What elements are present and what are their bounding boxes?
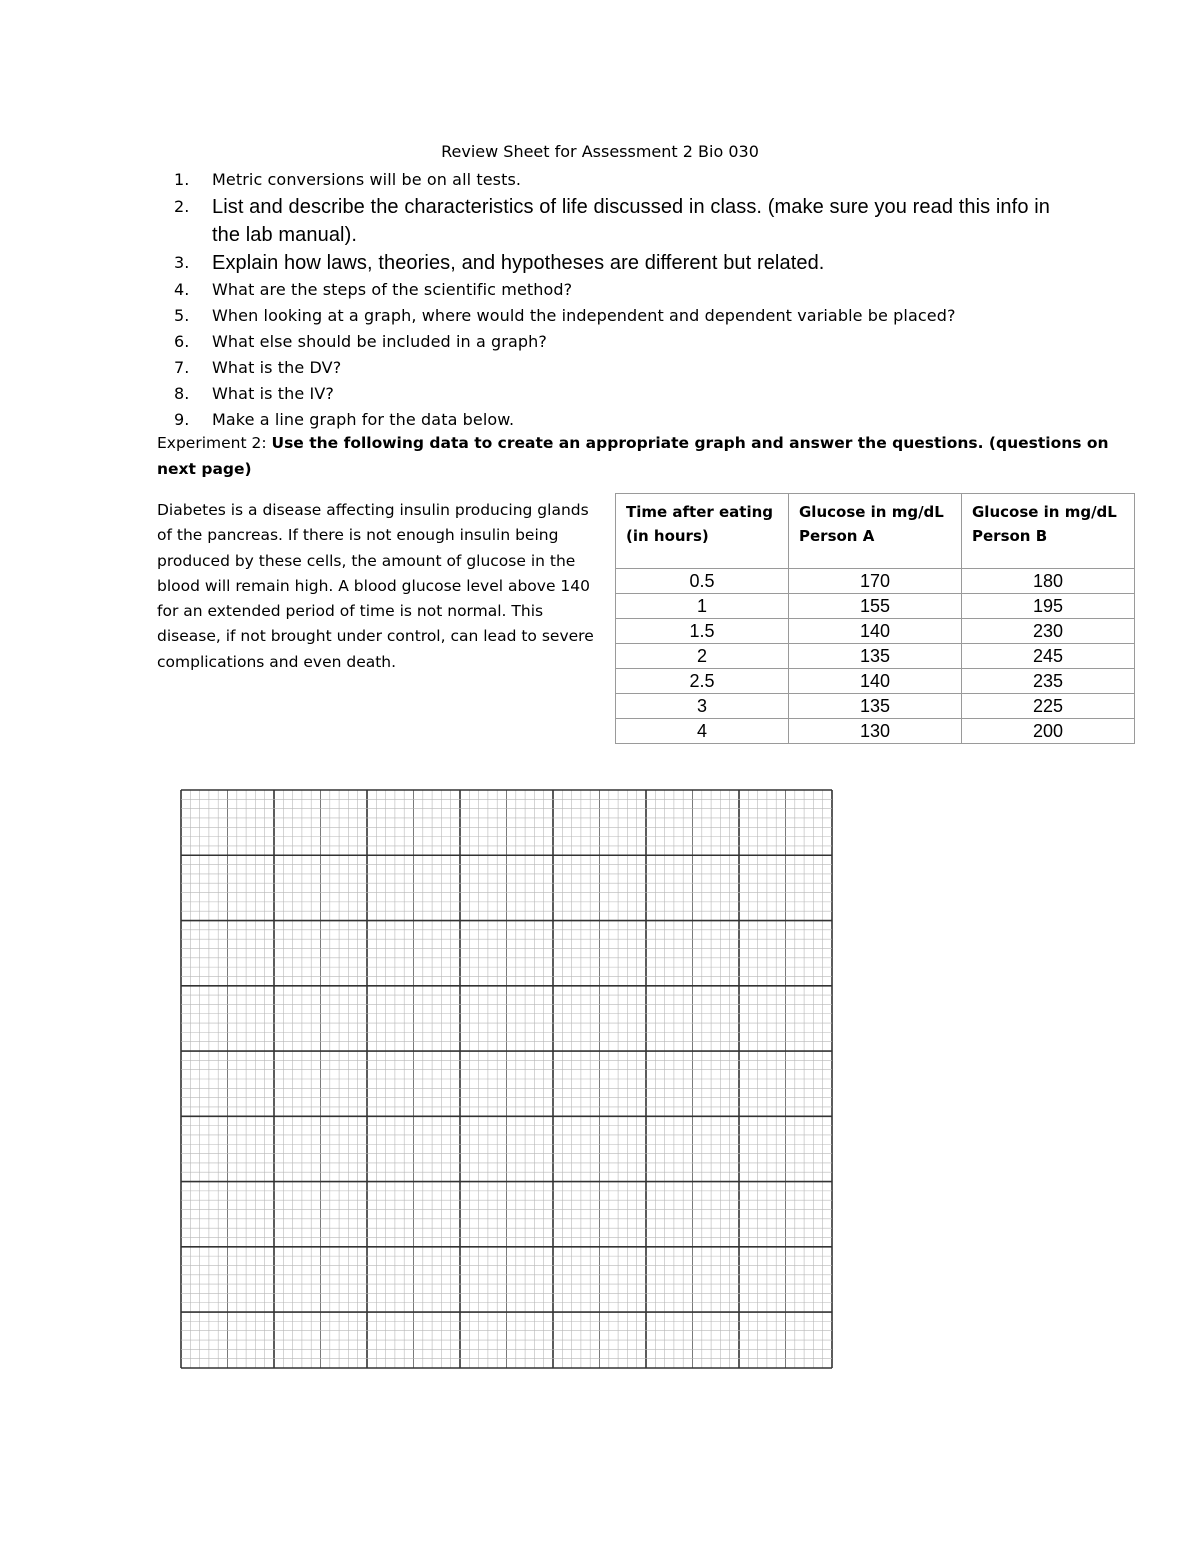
table-cell: 235 (962, 669, 1135, 694)
intro-paragraph: Diabetes is a disease affecting insulin producing glands of the pancreas. If there is not enough insulin being produced by these cells, the amount of glucose in the blood will remain high. A blood glucose level above 140 for an extended period of time is not normal. This disease, if not brought under control, can lead to severe complications and even death. (157, 501, 594, 671)
question-text: What is the IV? (212, 384, 334, 403)
table-cell: 0.5 (616, 569, 789, 594)
question-number: 5. (174, 306, 190, 325)
table-cell: 135 (789, 694, 962, 719)
question-text: Explain how laws, theories, and hypotheses are different but related. (212, 252, 825, 274)
question-number: 8. (174, 384, 190, 403)
graph-paper (180, 789, 833, 1374)
question-number: 1. (174, 170, 190, 189)
experiment-label: Experiment 2: (157, 434, 272, 452)
graph-paper-grid (180, 789, 833, 1369)
table-row (616, 669, 1135, 694)
table-row (616, 619, 1135, 644)
question-number: 2. (174, 197, 190, 216)
table-cell: 1.5 (616, 619, 789, 644)
glucose-data-table (615, 493, 1135, 744)
table-header-cell: Time after eating (in hours) (616, 494, 789, 569)
question-item (170, 381, 1050, 407)
table-cell: 230 (962, 619, 1135, 644)
table-cell: 140 (789, 669, 962, 694)
experiment-heading (157, 430, 1132, 482)
table-cell: 195 (962, 594, 1135, 619)
table-cell: 155 (789, 594, 962, 619)
experiment-instruction: Use the following data to create an appropriate graph and answer the questions. (questions on next page) (157, 434, 1109, 478)
question-text: What else should be included in a graph? (212, 332, 547, 351)
table-row (616, 719, 1135, 744)
question-item (170, 249, 1050, 277)
table-cell: 245 (962, 644, 1135, 669)
table-header-cell: Glucose in mg/dL Person B (962, 494, 1135, 569)
table-header-cell: Glucose in mg/dL Person A (789, 494, 962, 569)
question-number: 6. (174, 332, 190, 351)
table-cell: 180 (962, 569, 1135, 594)
table-cell: 130 (789, 719, 962, 744)
table-cell: 4 (616, 719, 789, 744)
table-cell: 140 (789, 619, 962, 644)
table-cell: 200 (962, 719, 1135, 744)
table-cell: 225 (962, 694, 1135, 719)
question-text: Metric conversions will be on all tests. (212, 170, 522, 189)
question-number: 7. (174, 358, 190, 377)
table-row (616, 594, 1135, 619)
table-cell: 2.5 (616, 669, 789, 694)
page-title: Review Sheet for Assessment 2 Bio 030 (441, 142, 759, 161)
table-row (616, 569, 1135, 594)
table-cell: 1 (616, 594, 789, 619)
question-item (170, 277, 1050, 303)
question-text: Make a line graph for the data below. (212, 410, 515, 429)
question-item (170, 303, 1050, 329)
question-list (170, 167, 1050, 433)
table-cell: 135 (789, 644, 962, 669)
question-number: 3. (174, 253, 190, 272)
question-number: 4. (174, 280, 190, 299)
table-header-row (616, 494, 1135, 569)
table-cell: 170 (789, 569, 962, 594)
question-item (170, 193, 1050, 249)
table-cell: 2 (616, 644, 789, 669)
table-cell: 3 (616, 694, 789, 719)
question-text: What is the DV? (212, 358, 342, 377)
question-number: 9. (174, 410, 190, 429)
question-text: List and describe the characteristics of life discussed in class. (make sure you read this info in the lab manual). (212, 196, 1050, 246)
question-text: What are the steps of the scientific method? (212, 280, 573, 299)
question-item (170, 355, 1050, 381)
table-row (616, 644, 1135, 669)
table-row (616, 694, 1135, 719)
question-text: When looking at a graph, where would the independent and dependent variable be placed? (212, 306, 956, 325)
question-item (170, 167, 1050, 193)
question-item (170, 329, 1050, 355)
